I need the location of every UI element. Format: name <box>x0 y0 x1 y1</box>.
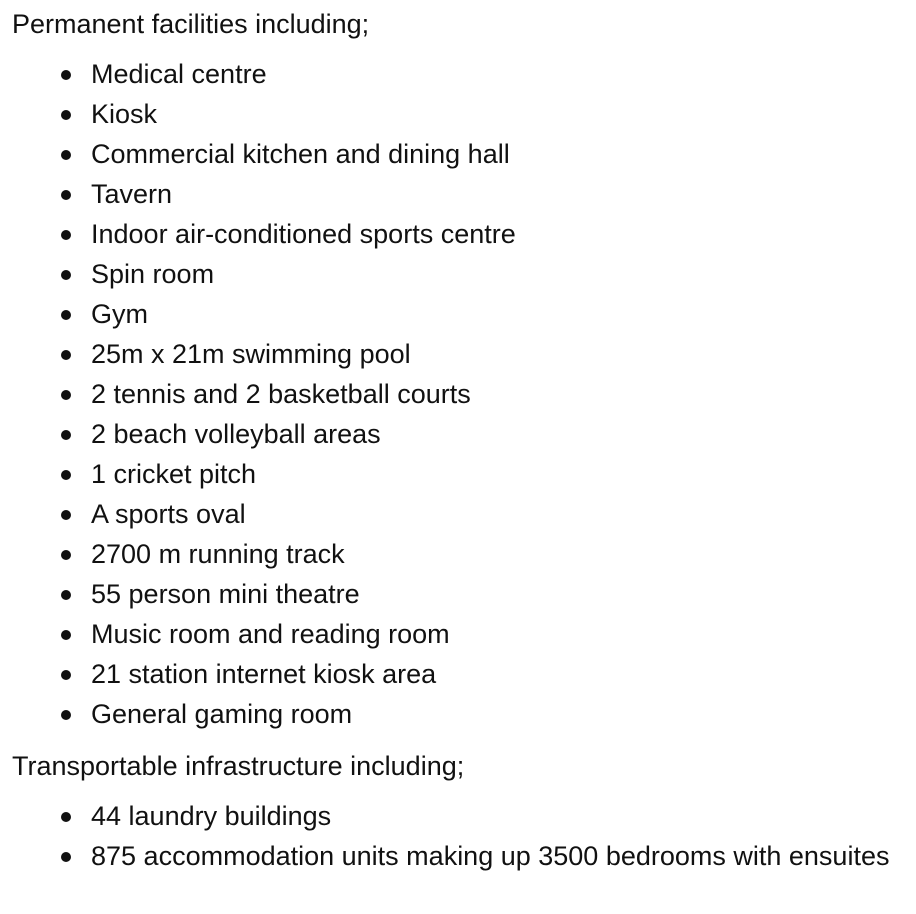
list-item <box>12 294 912 334</box>
list-item <box>12 534 912 574</box>
list-item <box>12 414 912 454</box>
bullet-icon <box>61 670 71 680</box>
transportable-infrastructure-list <box>12 796 912 876</box>
bullet-icon <box>61 70 71 80</box>
list-item-text: Tavern <box>91 179 173 209</box>
list-item-text: Indoor air-conditioned sports centre <box>91 219 516 249</box>
list-item <box>12 796 912 836</box>
list-item <box>12 494 912 534</box>
list-item <box>12 454 912 494</box>
list-item <box>12 54 912 94</box>
bullet-icon <box>61 710 71 720</box>
list-item-text: Commercial kitchen and dining hall <box>91 139 510 169</box>
bullet-icon <box>61 230 71 240</box>
list-item <box>12 214 912 254</box>
section-heading-permanent: Permanent facilities including; <box>12 9 370 39</box>
bullet-icon <box>61 590 71 600</box>
list-item <box>12 134 912 174</box>
list-item-text: 1 cricket pitch <box>91 459 257 489</box>
list-item-text: Music room and reading room <box>91 619 450 649</box>
list-item <box>12 374 912 414</box>
list-item <box>12 94 912 134</box>
list-item-text: 55 person mini theatre <box>91 579 360 609</box>
bullet-icon <box>61 812 71 822</box>
list-item-text: 875 accommodation units making up 3500 bedrooms with ensuites <box>91 841 890 871</box>
list-item <box>12 254 912 294</box>
bullet-icon <box>61 630 71 640</box>
bullet-icon <box>61 390 71 400</box>
section-heading-transportable: Transportable infrastructure including; <box>12 751 465 781</box>
list-item-text: Gym <box>91 299 148 329</box>
list-item <box>12 654 912 694</box>
list-item-text: Medical centre <box>91 59 267 89</box>
list-item-text: 44 laundry buildings <box>91 801 332 831</box>
list-item <box>12 174 912 214</box>
list-item-text: Kiosk <box>91 99 158 129</box>
bullet-icon <box>61 350 71 360</box>
permanent-facilities-list <box>12 54 912 734</box>
bullet-icon <box>61 550 71 560</box>
list-item-text: 21 station internet kiosk area <box>91 659 437 689</box>
list-item <box>12 574 912 614</box>
list-item <box>12 614 912 654</box>
list-item <box>12 694 912 734</box>
bullet-icon <box>61 110 71 120</box>
list-item-text: 25m x 21m swimming pool <box>91 339 411 369</box>
list-item-text: 2 tennis and 2 basketball courts <box>91 379 471 409</box>
bullet-icon <box>61 310 71 320</box>
list-item-text: 2700 m running track <box>91 539 345 569</box>
list-item-text: General gaming room <box>91 699 353 729</box>
list-item-text: A sports oval <box>91 499 246 529</box>
bullet-icon <box>61 470 71 480</box>
list-item-text: Spin room <box>91 259 215 289</box>
list-item <box>12 836 912 876</box>
bullet-icon <box>61 270 71 280</box>
list-item-text: 2 beach volleyball areas <box>91 419 381 449</box>
bullet-icon <box>61 190 71 200</box>
list-item <box>12 334 912 374</box>
bullet-icon <box>61 510 71 520</box>
bullet-icon <box>61 430 71 440</box>
bullet-icon <box>61 150 71 160</box>
bullet-icon <box>61 852 71 862</box>
document-body <box>12 0 912 876</box>
